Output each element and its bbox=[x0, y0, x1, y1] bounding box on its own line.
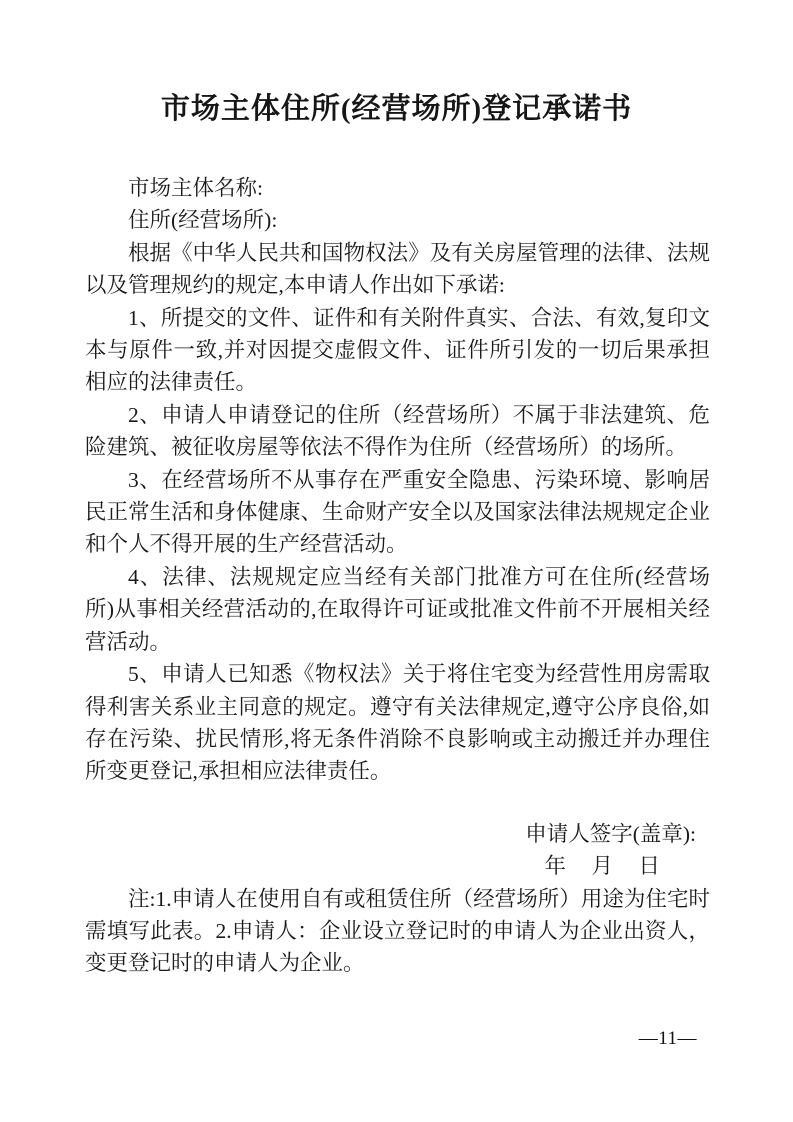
document-title: 市场主体住所(经营场所)登记承诺书 bbox=[160, 93, 633, 125]
page-number: —11— bbox=[638, 1028, 697, 1049]
signature-label: 申请人签字(盖章): bbox=[525, 821, 696, 846]
note-paragraph: 注:1.申请人在使用自有或租赁住所（经营场所）用途为住宅时需填写此表。2.申请人：企业设立登记时的申请人为企业出资人，变更登记时的申请人为企业。 bbox=[85, 886, 710, 976]
signature-block bbox=[85, 818, 710, 883]
commitment-item-5: 5、申请人已知悉《物权法》关于将住宅变为经营性用房需取得利害关系业主同意的规定。遵守有关法律规定,遵守公序良俗,如存在污染、扰民情形,将无条件消除不良影响或主动搬迁并办理住所变更登记,承担相应法律责任。 bbox=[85, 662, 710, 784]
date-label: 年 月 日 bbox=[544, 854, 662, 879]
commitment-item-4: 4、法律、法规规定应当经有关部门批准方可在住所(经营场所)从事相关经营活动的,在取得许可证或批准文件前不开展相关经营活动。 bbox=[85, 564, 710, 654]
commitment-item-2: 2、申请人申请登记的住所（经营场所）不属于非法建筑、危险建筑、被征收房屋等依法不得作为住所（经营场所）的场所。 bbox=[85, 402, 710, 460]
field-market-entity-name: 市场主体名称: bbox=[128, 176, 263, 200]
intro-paragraph: 根据《中华人民共和国物权法》及有关房屋管理的法律、法规以及管理规约的规定,本申请人作出如下承诺: bbox=[85, 240, 710, 298]
document-body bbox=[0, 172, 793, 980]
commitment-item-1: 1、所提交的文件、证件和有关附件真实、合法、有效,复印文本与原件一致,并对因提交虚假文件、证件所引发的一切后果承担相应的法律责任。 bbox=[85, 305, 710, 395]
field-residence-business-premises: 住所(经营场所): bbox=[128, 208, 278, 233]
commitment-item-3: 3、在经营场所不从事存在严重安全隐患、污染环境、影响居民正常生活和身体健康、生命财产安全以及国家法律法规规定企业和个人不得开展的生产经营活动。 bbox=[85, 467, 710, 557]
